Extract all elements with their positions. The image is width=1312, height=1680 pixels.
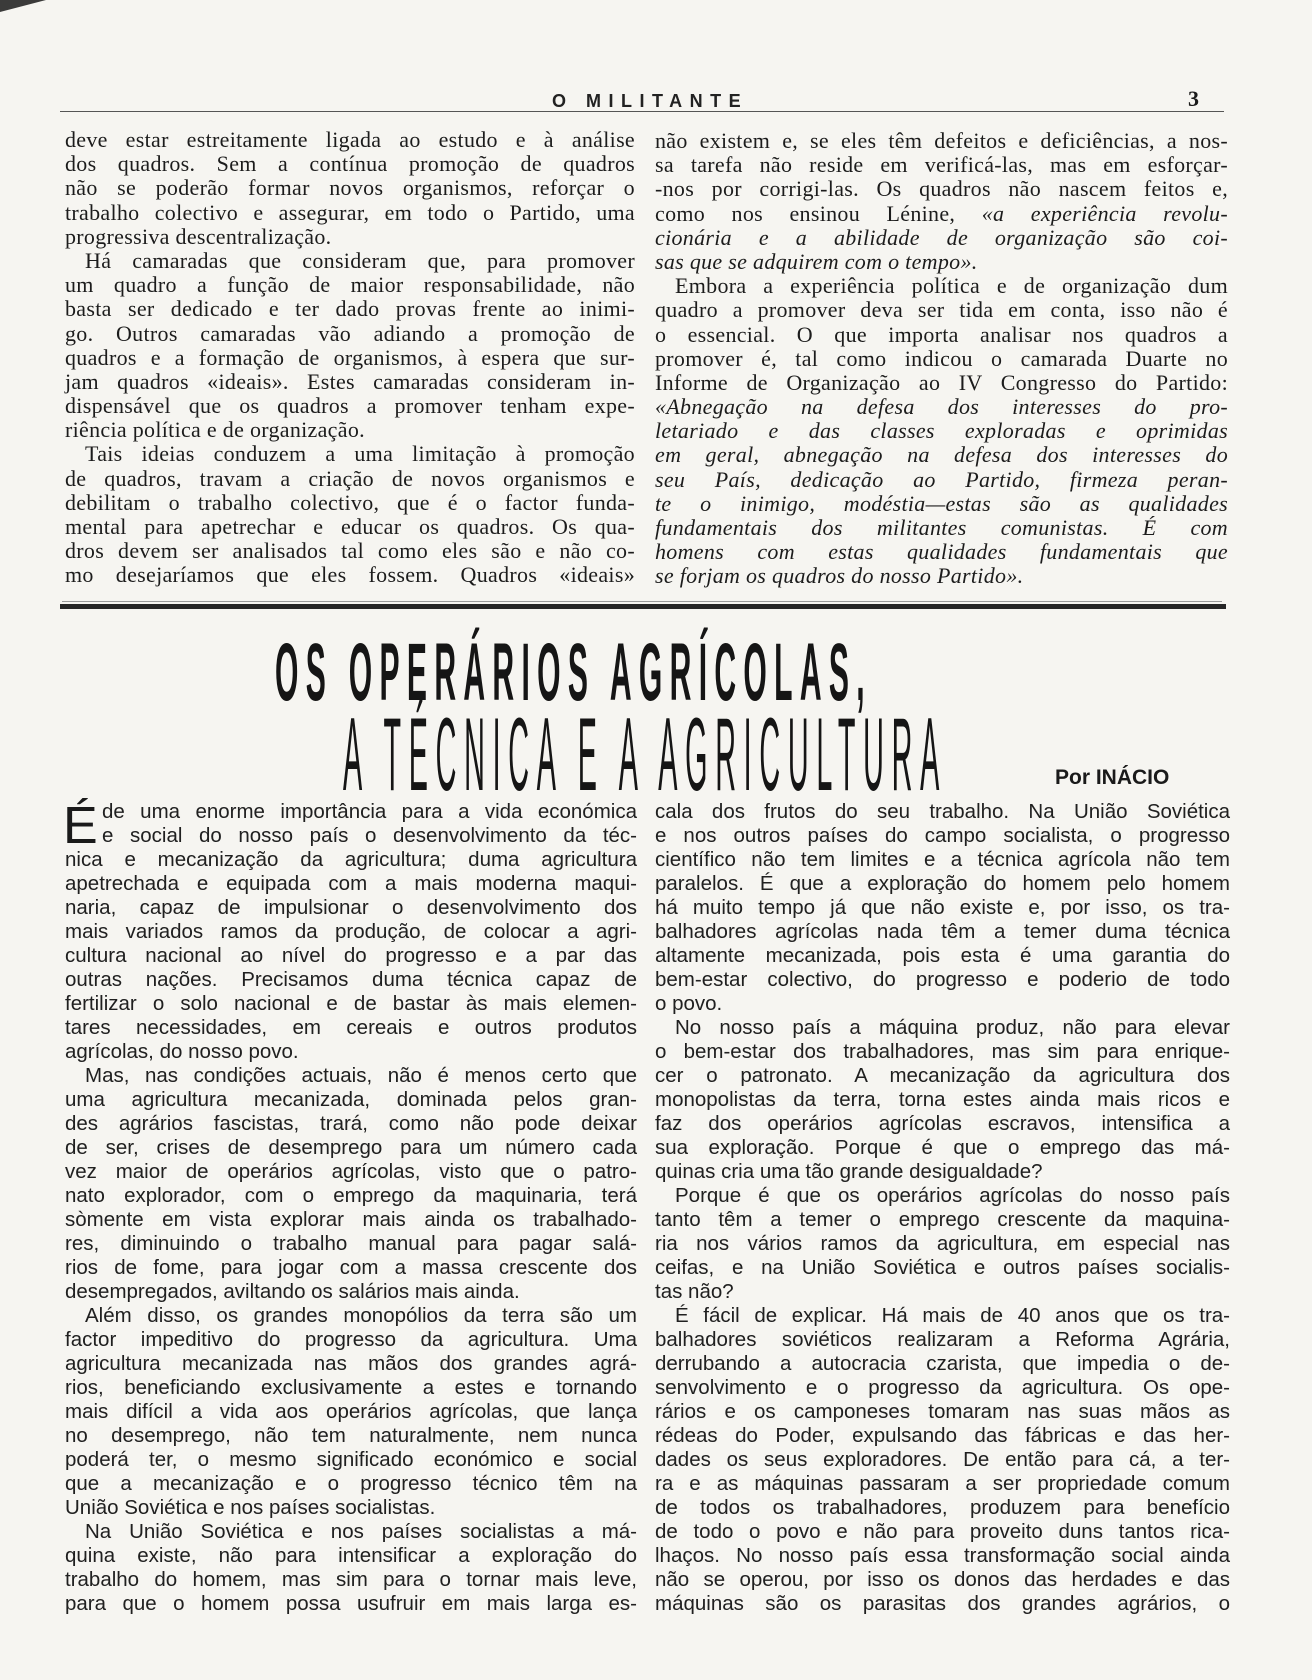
text-line: factor impeditivo do progresso da agricultura. Uma xyxy=(65,1328,637,1351)
top-article-right-column xyxy=(655,129,1228,589)
text-line: Informe de Organização ao IV Congresso do Partido: xyxy=(655,369,1228,395)
text-line: debilitam o trabalho colectivo, que é o factor funda- xyxy=(65,489,635,515)
text-line: te o inimigo, modéstia—estas são as qualidades xyxy=(655,490,1228,516)
text-line: balhadores soviéticos realizaram a Reforma Agrária, xyxy=(655,1328,1230,1351)
text-line: de quadros, travam a criação de novos organismos e xyxy=(65,465,635,491)
text-line: máquinas são os parasitas dos grandes agrários, o xyxy=(655,1592,1230,1615)
text-line: quadros e a formação de organismos, à espera que sur- xyxy=(65,344,635,370)
text-line: tares necessidades, em cereais e outros produtos xyxy=(65,1016,637,1039)
text-line: dispensável que os quadros a promover tenham expe- xyxy=(65,393,635,419)
text-line: se forjam os quadros do nosso Partido». xyxy=(655,563,1024,589)
text-line: dades os seus exploradores. De então para cá, a ter- xyxy=(655,1448,1230,1471)
text-line: senvolvimento e o progresso da agricultura. Os ope- xyxy=(655,1376,1230,1399)
text-line: Na União Soviética e nos países socialistas a má- xyxy=(85,1520,637,1543)
text-line: quinas cria uma tão grande desigualdade? xyxy=(655,1160,1043,1183)
main-article-left-column xyxy=(63,797,637,1616)
page-number: 3 xyxy=(1188,86,1199,111)
text-line: nato explorador, com o emprego da maquinaria, terá xyxy=(65,1184,637,1207)
text-line: desempregados, aviltando os salários mais ainda. xyxy=(65,1280,520,1303)
text-line: tanto têm a temer o emprego crescente da maquina- xyxy=(655,1208,1230,1231)
text-line: que a mecanização e o progresso técnico têm na xyxy=(65,1472,637,1495)
text-line: poderá ter, o mesmo significado económico e social xyxy=(65,1448,637,1471)
text-line: tas não? xyxy=(655,1280,734,1303)
text-line: promover é, tal como indicou o camarada Duarte no xyxy=(655,345,1228,371)
text-segment: «a experiência revolu- xyxy=(981,200,1228,226)
text-line: bem-estar colectivo, do progresso e poderio de todo xyxy=(655,968,1230,991)
text-line: faz dos operários agrícolas escravos, intensifica a xyxy=(655,1112,1230,1135)
text-line: «Abnegação na defesa dos interesses do pro- xyxy=(655,394,1228,420)
text-line: o essencial. O que importa analisar nos quadros a xyxy=(655,321,1228,347)
text-line: de todo o povo e não para proveito duns tantos rica- xyxy=(655,1520,1230,1543)
text-line: go. Outros camaradas vão adiando a promoção de xyxy=(65,320,635,346)
text-line: quadro a promover deva ser tida em conta, isso não é xyxy=(655,297,1228,323)
text-line: cultura nacional ao nível do progresso e a par das xyxy=(65,944,637,967)
text-line: deve estar estreitamente ligada ao estudo e à análise xyxy=(65,127,635,152)
text-line: Tais ideias conduzem a uma limitação à promoção xyxy=(85,441,635,467)
text-line: É fácil de explicar. Há mais de 40 anos que os tra- xyxy=(675,1304,1230,1327)
text-line: jam quadros «ideais». Estes camaradas consideram in- xyxy=(65,368,635,394)
text-line: Embora a experiência política e de organização dum xyxy=(675,273,1228,299)
text-line: naria, capaz de impulsionar o desenvolvimento dos xyxy=(65,896,637,919)
text-line: rios de fome, para jogar com a massa crescente dos xyxy=(65,1256,637,1279)
text-line: Porque é que os operários agrícolas do nosso país xyxy=(675,1184,1230,1207)
text-line: ceifas, e na União Soviética e outros países socialis- xyxy=(655,1256,1230,1279)
text-line: vez maior de operários agrícolas, visto que o patro- xyxy=(65,1160,637,1183)
text-line: nica e mecanização da agricultura; duma agricultura xyxy=(65,848,637,871)
text-line: letariado e das classes exploradas e oprimidas xyxy=(655,418,1228,444)
text-line: fertilizar o solo nacional e de bastar às mais elemen- xyxy=(65,992,637,1015)
text-line: sas que se adquirem com o tempo». xyxy=(655,248,978,274)
text-line: quina existe, não para intensificar a exploração do xyxy=(65,1544,637,1567)
text-segment: como nos ensinou Lénine, xyxy=(655,200,956,226)
text-line: para que o homem possa usufruir em mais larga es- xyxy=(65,1592,637,1615)
section-divider-hairline xyxy=(62,601,1222,602)
text-line: trabalho do homem, mas sim para o tornar mais leve, xyxy=(65,1568,637,1591)
text-line: mo desejaríamos que eles fossem. Quadros «ideais» xyxy=(65,562,635,588)
text-line: trabalho colectivo e assegurar, em todo o Partido, uma xyxy=(65,199,635,225)
text-line: Há camaradas que consideram que, para promover xyxy=(85,247,635,273)
text-line: União Soviética e nos países socialistas. xyxy=(65,1496,436,1519)
headline-line-2: A TÉCNICA E A AGRICULTURA xyxy=(343,697,947,800)
main-article-right-column xyxy=(655,800,1230,1616)
text-line: no desemprego, não tem naturalmente, nem nunca xyxy=(65,1424,637,1447)
text-line: ra e as máquinas passaram a ser propriedade comum xyxy=(655,1472,1230,1495)
text-line: cer o patronato. A mecanização da agricultura dos xyxy=(655,1064,1230,1087)
text-line: monopolistas da terra, torna estes ainda mais ricos e xyxy=(655,1088,1230,1111)
byline: Por INÁCIO xyxy=(1055,766,1170,789)
text-line: cala dos frutos do seu trabalho. Na União Soviética xyxy=(655,800,1230,823)
text-line: agricultura mecanizada nas mãos dos grandes agrá- xyxy=(65,1352,637,1375)
text-line: riência política e de organização. xyxy=(65,417,365,443)
text-line: e nos outros países do campo socialista, o progresso xyxy=(655,824,1230,847)
text-line: apetrechada e equipada com a mais moderna maqui- xyxy=(65,872,637,895)
text-line: não existem e, se eles têm defeitos e deficiências, a nos- xyxy=(655,128,1228,153)
text-line: fundamentais dos militantes comunistas. É com xyxy=(655,515,1228,540)
text-line: -nos por corrigi-las. Os quadros não nascem feitos e, xyxy=(655,176,1228,202)
text-line: ria nos vários ramos da agricultura, em especial nas xyxy=(655,1232,1230,1255)
text-line: científico não tem limites e a técnica agrícola não tem xyxy=(655,848,1230,871)
text-line: mais difícil a vida aos operários agrícolas, que lança xyxy=(65,1400,637,1423)
text-line: res, diminuindo o trabalho manual para pagar salá- xyxy=(65,1232,637,1255)
headline-line-1: OS OPERÁRIOS AGRÍCOLAS, xyxy=(275,627,872,718)
text-line xyxy=(655,202,1228,226)
text-line: mental para apetrechar e educar os quadros. Os qua- xyxy=(65,514,635,539)
text-line: lhaços. No nosso país essa transformação social ainda xyxy=(655,1544,1230,1567)
text-line: seu País, dedicação ao Partido, firmeza peran- xyxy=(655,466,1228,492)
text-line: de ser, crises de desemprego para um número cada xyxy=(65,1136,637,1159)
text-line: sa tarefa não reside em verificá-las, mas em esforçar- xyxy=(655,152,1228,178)
text-line: agrícolas, do nosso povo. xyxy=(65,1040,299,1063)
text-line: homens com estas qualidades fundamentais que xyxy=(655,539,1228,565)
text-line: rários e os camponeses tomaram nas suas mãos as xyxy=(655,1400,1230,1423)
text-line: Além disso, os grandes monopólios da terra são um xyxy=(85,1304,637,1327)
text-line: progressiva descentralização. xyxy=(65,223,332,249)
text-line: Mas, nas condições actuais, não é menos certo que xyxy=(85,1064,637,1087)
text-line: des agrários fascistas, trará, como não pode deixar xyxy=(65,1112,637,1135)
text-line: o povo. xyxy=(655,992,723,1015)
text-line: dos quadros. Sem a contínua promoção de quadros xyxy=(65,151,635,177)
text-line: No nosso país a máquina produz, não para elevar xyxy=(675,1016,1230,1039)
top-article-left-column xyxy=(65,128,635,588)
text-line: de uma enorme importância para a vida económica xyxy=(102,800,637,823)
header-rule xyxy=(60,111,1224,112)
publication-title: O MILITANTE xyxy=(552,91,749,111)
text-line: não se operou, por isso os donos das herdades e das xyxy=(655,1568,1230,1591)
text-line: rédeas do Poder, expulsando das fábricas e das her- xyxy=(655,1424,1230,1447)
text-line: paralelos. É que a exploração do homem pelo homem xyxy=(655,872,1230,895)
text-line: de todos os trabalhadores, produzem para benefício xyxy=(655,1496,1230,1519)
text-line: em geral, abnegação na defesa dos interesses do xyxy=(655,442,1228,468)
text-line: uma agricultura mecanizada, dominada pelos gran- xyxy=(65,1088,637,1111)
text-line: mais variados ramos da produção, de colocar a agri- xyxy=(65,920,637,943)
scan-artifact xyxy=(0,0,46,12)
text-line: sòmente em vista explorar mais ainda os trabalhado- xyxy=(65,1208,637,1231)
text-line: um quadro a função de maior responsabilidade, não xyxy=(65,272,635,298)
text-line: e social do nosso país o desenvolvimento da téc- xyxy=(102,824,637,847)
text-line: basta ser dedicado e ter dado provas frente ao inimi- xyxy=(65,296,635,322)
text-line: rios, beneficiando exclusivamente a estes e tornando xyxy=(65,1376,637,1399)
text-line: sua exploração. Porque é que o emprego das má- xyxy=(655,1136,1230,1159)
text-line: outras nações. Precisamos duma técnica capaz de xyxy=(65,968,637,991)
drop-cap: É xyxy=(63,797,98,855)
text-line: derrubando a autocracia czarista, que impedia o de- xyxy=(655,1352,1230,1375)
text-line: não se poderão formar novos organismos, reforçar o xyxy=(65,175,635,201)
text-line: cionária e a abilidade de organização são coi- xyxy=(655,224,1228,250)
text-line: há muito tempo já que não existe e, por isso, os tra- xyxy=(655,896,1230,919)
text-line: o bem-estar dos trabalhadores, mas sim para enrique- xyxy=(655,1040,1230,1063)
text-line: balhadores agrícolas nada têm a temer duma técnica xyxy=(655,920,1230,943)
text-line: dros devem ser analisados tal como eles são e não co- xyxy=(65,538,635,564)
text-line: altamente mecanizada, pois esta é uma garantia do xyxy=(655,944,1230,967)
section-divider xyxy=(60,604,1226,609)
